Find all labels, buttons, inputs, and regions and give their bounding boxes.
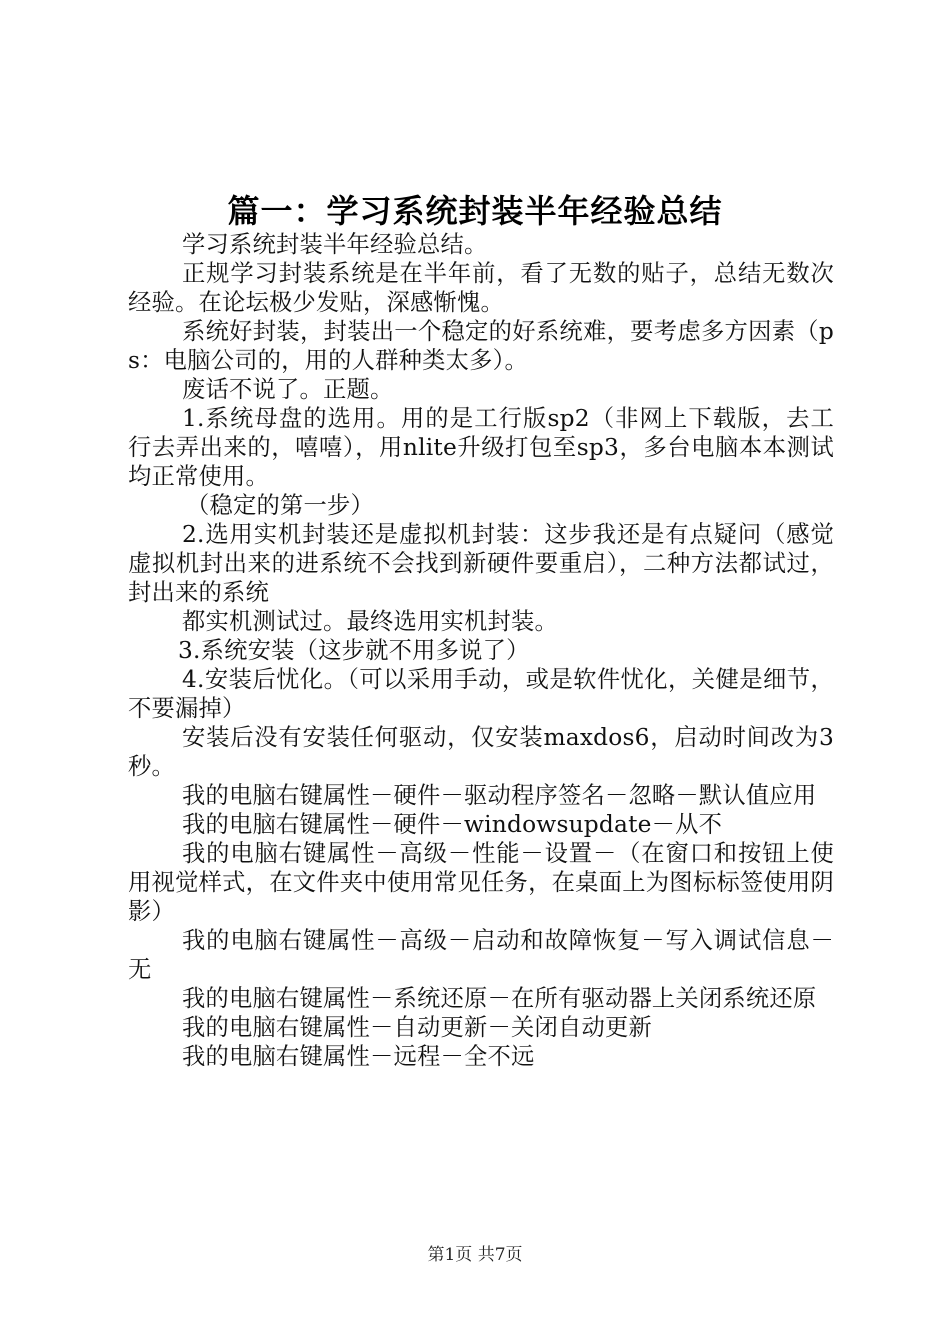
paragraph: 我的电脑右键属性－系统还原－在所有驱动器上关闭系统还原 — [182, 985, 817, 1012]
paragraph: 正规学习封装系统是在半年前，看了无数的贴子，总结无数次经验。在论坛极少发贴，深感惭愧。 — [128, 260, 834, 316]
paragraph: 我的电脑右键属性－硬件－驱动程序签名－忽略－默认值应用 — [182, 782, 817, 809]
paragraph: 都实机测试过。最终选用实机封装。 — [182, 608, 558, 635]
document-title: 篇一：学习系统封装半年经验总结 — [227, 192, 723, 230]
paragraph: 4.安装后忧化。（可以采用手动，或是软件忧化，关健是细节，不要漏掉） — [128, 666, 834, 722]
paragraph: 废话不说了。正题。 — [182, 376, 394, 403]
paragraph: 我的电脑右键属性－自动更新－关闭自动更新 — [182, 1014, 652, 1041]
paragraph: 安装后没有安装任何驱动，仅安装maxdos6，启动时间改为3秒。 — [128, 724, 834, 780]
paragraph: 1.系统母盘的选用。用的是工行版sp2（非网上下载版，去工行去弄出来的，嘻嘻），用nlite升级打包至sp3，多台电脑本本测试均正常使用。 — [128, 405, 834, 490]
paragraph: 学习系统封装半年经验总结。 — [182, 231, 488, 258]
page-number-footer: 第1页 共7页 — [427, 1245, 523, 1265]
paragraph: 我的电脑右键属性－高级－性能－设置－（在窗口和按钮上使用视觉样式，在文件夹中使用常见任务，在桌面上为图标标签使用阴影） — [128, 840, 834, 925]
document-body — [128, 230, 834, 1071]
paragraph: 2.选用实机封装还是虚拟机封装：这步我还是有点疑问（感觉虚拟机封出来的进系统不会找到新硬件要重启），二种方法都试过，封出来的系统 — [128, 521, 834, 606]
paragraph: 系统好封装，封装出一个稳定的好系统难，要考虑多方因素（ps：电脑公司的，用的人群种类太多）。 — [128, 318, 834, 374]
paragraph: （稳定的第一步） — [186, 492, 374, 519]
paragraph: 我的电脑右键属性－高级－启动和故障恢复－写入调试信息－无 — [128, 927, 834, 983]
paragraph: 我的电脑右键属性－远程－全不远 — [182, 1043, 535, 1070]
paragraph: 我的电脑右键属性－硬件－windowsupdate－从不 — [182, 811, 723, 838]
paragraph: 3.系统安装（这步就不用多说了） — [178, 637, 530, 664]
